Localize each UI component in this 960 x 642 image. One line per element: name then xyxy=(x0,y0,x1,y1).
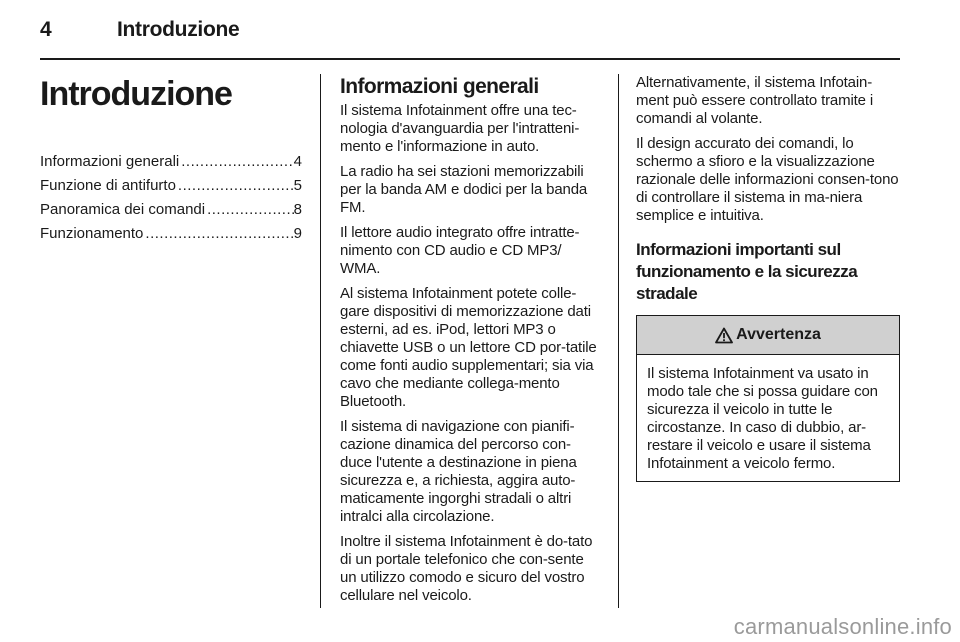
toc-leader-dots xyxy=(179,150,293,174)
body-paragraph: Il sistema Infotainment offre una tec-nologia d'avanguardia per l'intratteni-mento e l'informazione in auto. xyxy=(340,102,580,155)
warning-body: Il sistema Infotainment va usato in modo tale che si possa guidare con sicurezza il veicolo in tutte le circostanze. In caso di dubbio, ar-restare il veicolo e usare il sistema Infotainment a veicolo fermo. xyxy=(647,365,878,472)
body-paragraph: Il lettore audio integrato offre intratte-nimento con CD audio e CD MP3/ WMA. xyxy=(340,224,580,277)
toc-leader-dots xyxy=(143,222,293,246)
toc-entry-page: 8 xyxy=(293,201,302,218)
watermark: carmanualsonline.info xyxy=(733,614,952,639)
column-divider-right xyxy=(618,74,619,608)
body-paragraph: Il sistema di navigazione con pianifi-cazione dinamica del percorso con-duce l'utente a destinazione in piena sicurezza e, a richiesta, aggira auto-maticamente ingorghi stradali o altri intralci alla circolazione. xyxy=(340,418,577,525)
body-paragraph: Alternativamente, il sistema Infotain-ment può essere controllato tramite i comandi al volante. xyxy=(636,74,874,127)
header-rule xyxy=(40,58,900,60)
toc-entry-label: Funzione di antifurto xyxy=(40,177,176,194)
body-paragraph: Il design accurato dei comandi, lo schermo a sfioro e la visualizzazione razionale delle informazioni consen-tono di controllare il sistema in ma-niera semplice e intuitiva. xyxy=(636,135,899,224)
chapter-column xyxy=(40,74,302,246)
toc-leader-dots xyxy=(176,174,294,198)
section-heading: Informazioni generali xyxy=(340,75,539,98)
warning-title: Avvertenza xyxy=(736,326,821,343)
toc-entry[interactable] xyxy=(40,198,302,222)
body-paragraph: La radio ha sei stazioni memorizzabili per la banda AM e dodici per la banda FM. xyxy=(340,163,588,216)
body-paragraph: Al sistema Infotainment potete colle-gare dispositivi di memorizzazione dati esterni, ad es. iPod, lettori MP3 o chiavette USB o un lettore CD por-tatile come fonti audio supplementari; sia via cavo che mediante collega-mento Bluetooth. xyxy=(340,285,597,410)
toc-entry[interactable] xyxy=(40,222,302,246)
chapter-toc xyxy=(40,150,302,246)
subsection-heading: Informazioni importanti sul funzionamento e la sicurezza stradale xyxy=(636,240,858,303)
toc-entry[interactable] xyxy=(40,174,302,198)
warning-box xyxy=(636,315,900,482)
toc-entry-label: Funzionamento xyxy=(40,225,144,242)
toc-leader-dots xyxy=(205,198,294,222)
toc-entry-page: 4 xyxy=(293,153,302,170)
page-number: 4 xyxy=(40,18,52,41)
toc-entry-page: 9 xyxy=(293,225,302,242)
toc-entry-page: 5 xyxy=(293,177,302,194)
toc-entry[interactable] xyxy=(40,150,302,174)
column-divider-left xyxy=(320,74,321,608)
toc-entry-label: Panoramica dei comandi xyxy=(40,201,206,218)
warning-header xyxy=(637,316,899,355)
toc-entry-label: Informazioni generali xyxy=(40,153,180,170)
body-paragraph: Inoltre il sistema Infotainment è do-tato di un portale telefonico che con-sente un utilizzo comodo e sicuro del vostro cellulare nel veicolo. xyxy=(340,533,593,604)
chapter-title: Introduzione xyxy=(40,75,232,113)
general-info-column xyxy=(340,74,602,612)
safety-column xyxy=(636,74,900,482)
warning-triangle-icon xyxy=(715,327,733,344)
running-header-title: Introduzione xyxy=(117,18,240,41)
